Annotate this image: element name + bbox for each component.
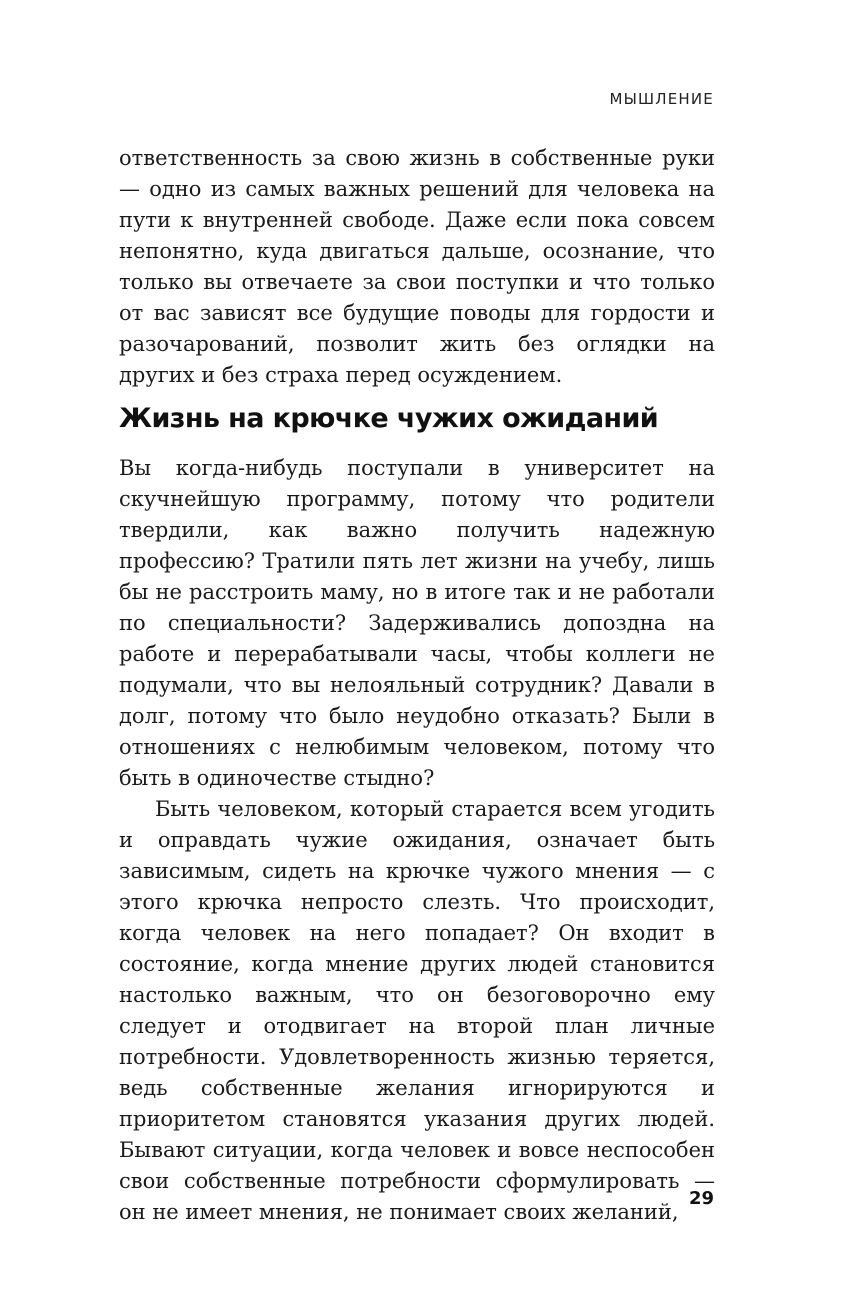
body-paragraph-2: Быть человеком, который старается всем угодить и оправдать чужие ожидания, означает быть зависимым, сидеть на крючке чужого мнения — с этого крючка непросто слезть. Что происходит, когда человек на него попадает? Он входит в состояние, когда мнение других людей становится настолько важным, что он безоговорочно ему следует и отодвигает на второй план личные потребности. Удовлетворенность жизнью теряется, ведь собственные желания игнорируются и приоритетом становятся указания других людей. Бывают ситуации, когда человек и вовсе неспособен свои собственные потребности сформулировать — он не имеет мнения, не понимает своих желаний, [119, 797, 715, 1224]
page-number: 29 [688, 1188, 714, 1209]
intro-text-block [119, 143, 715, 391]
running-header: МЫШЛЕНИЕ [609, 90, 714, 108]
section-text-block [119, 453, 715, 1228]
body-paragraph-1: Вы когда-нибудь поступали в университет на скучнейшую программу, потому что родители твердили, как важно получить надежную профессию? Тратили пять лет жизни на учебу, лишь бы не расстроить маму, но в итоге так и не работали по специальности? Задерживались допоздна на работе и перерабатывали часы, чтобы коллеги не подумали, что вы нелояльный сотрудник? Давали в долг, потому что было неудобно отказать? Были в отношениях с нелюбимым человеком, потому что быть в одиночестве стыдно? [119, 456, 715, 790]
section-heading: Жизнь на крючке чужих ожиданий [119, 403, 659, 434]
intro-paragraph: ответственность за свою жизнь в собственные руки — одно из самых важных решений для человека на пути к внутренней свободе. Даже если пока совсем непонятно, куда двигаться дальше, осознание, что только вы отвечаете за свои поступки и что только от вас зависят все будущие поводы для гордости и разочарований, позволит жить без оглядки на других и без страха перед осуждением. [119, 146, 715, 387]
